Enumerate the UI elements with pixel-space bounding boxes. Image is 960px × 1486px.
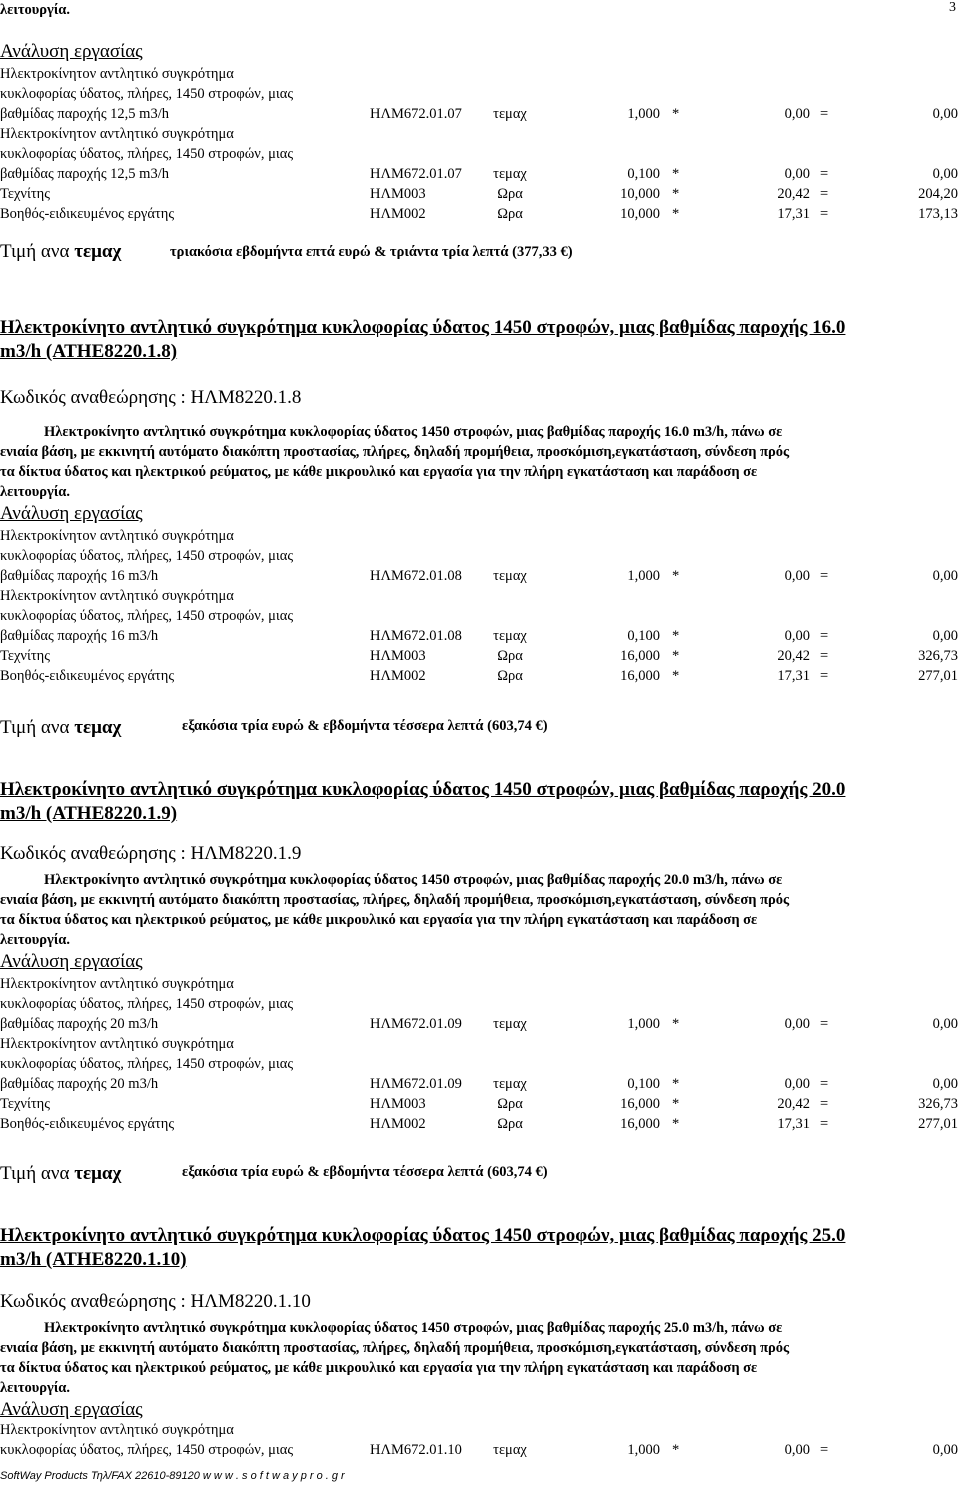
row-price: 0,00 [784,166,810,182]
row-unit: τεμαχ [493,628,527,644]
row-eq: = [820,106,829,122]
row-desc-line: Τεχνίτης [0,648,50,664]
row-eq: = [820,1442,829,1458]
row-op: * [672,1076,680,1092]
row-unit: τεμαχ [493,568,527,584]
row-desc-line: Ηλεκτροκίνητον αντλητικό συγκρότημα [0,976,234,992]
row-qty: 16,000 [620,1116,660,1132]
row-desc-line: βαθμίδας παροχής 12,5 m3/h [0,166,169,182]
row-price: 0,00 [784,1076,810,1092]
row-eq: = [820,648,829,664]
row-code: ΗΛΜ002 [370,668,426,684]
row-price: 0,00 [784,1016,810,1032]
row-unit: Ωρα [497,206,523,222]
analysis-heading: Ανάλυση εργασίας [0,951,143,972]
row-price: 17,31 [777,1116,810,1132]
row-price: 0,00 [784,568,810,584]
row-qty: 16,000 [620,668,660,684]
row-price: 0,00 [784,1442,810,1458]
row-total: 0,00 [932,628,958,644]
row-qty: 0,100 [627,166,660,182]
row-op: * [672,186,680,202]
row-total: 204,20 [918,186,958,202]
top-fragment: λειτουργία. [0,2,71,18]
section-title: m3/h (ΑΤΗΕ8220.1.10) [0,1249,187,1270]
row-desc-line: Τεχνίτης [0,186,50,202]
row-eq: = [820,1076,829,1092]
row-price: 17,31 [777,206,810,222]
row-code: ΗΛΜ003 [370,648,426,664]
description-line: λειτουργία. [0,932,71,948]
row-op: * [672,568,680,584]
row-qty: 1,000 [627,1442,660,1458]
row-desc-line: Βοηθός-ειδικευμένος εργάτης [0,206,175,222]
row-total: 326,73 [918,648,958,664]
row-total: 0,00 [932,166,958,182]
row-desc-line: Ηλεκτροκίνητον αντλητικό συγκρότημα [0,528,234,544]
row-qty: 1,000 [627,106,660,122]
row-desc-line: Ηλεκτροκίνητον αντλητικό συγκρότημα [0,1036,234,1052]
row-qty: 16,000 [620,648,660,664]
row-unit: Ωρα [497,186,523,202]
row-qty: 10,000 [620,186,660,202]
row-code: ΗΛΜ672.01.09 [370,1076,462,1092]
row-op: * [672,1442,680,1458]
row-price: 0,00 [784,628,810,644]
row-code: ΗΛΜ672.01.10 [370,1442,462,1458]
row-desc-line: κυκλοφορίας ύδατος, πλήρες, 1450 στροφών, μιας [0,996,294,1012]
revision-code: Κωδικός αναθεώρησης : ΗΛΜ8220.1.8 [0,387,302,408]
row-qty: 1,000 [627,568,660,584]
row-desc-line: Ηλεκτροκίνητον αντλητικό συγκρότημα [0,1422,234,1438]
row-total: 173,13 [918,206,958,222]
row-code: ΗΛΜ672.01.08 [370,628,462,644]
unit-price-label: Τιμή ανα τεμαχ [0,241,122,262]
description-line: τα δίκτυα ύδατος και ηλεκτρικού ρεύματος, με κάθε μικρουλικό και εργασία για την πλήρη εγκατάσταση και παράδοση σε [0,464,758,480]
description-line: τα δίκτυα ύδατος και ηλεκτρικού ρεύματος, με κάθε μικρουλικό και εργασία για την πλήρη εγκατάσταση και παράδοση σε [0,1360,758,1376]
description-line: ενιαία βάση, με εκκινητή αυτόματο διακόπτη προστασίας, πλήρες, δηλαδή προμήθεια, προσκόμιση,εγκατάσταση, σύνδεση πρός [0,892,790,908]
row-qty: 0,100 [627,628,660,644]
row-unit: Ωρα [497,1096,523,1112]
row-desc-line: κυκλοφορίας ύδατος, πλήρες, 1450 στροφών, μιας [0,146,294,162]
row-eq: = [820,668,829,684]
row-total: 0,00 [932,106,958,122]
analysis-heading: Ανάλυση εργασίας [0,503,143,524]
row-op: * [672,1016,680,1032]
row-desc-line: Τεχνίτης [0,1096,50,1112]
row-eq: = [820,206,829,222]
unit-price-label: Τιμή ανα τεμαχ [0,717,122,738]
row-op: * [672,106,680,122]
row-desc-line: Ηλεκτροκίνητον αντλητικό συγκρότημα [0,126,234,142]
row-total: 277,01 [918,1116,958,1132]
analysis-heading: Ανάλυση εργασίας [0,41,143,62]
row-code: ΗΛΜ003 [370,1096,426,1112]
row-price: 20,42 [777,186,810,202]
row-code: ΗΛΜ003 [370,186,426,202]
row-unit: Ωρα [497,1116,523,1132]
row-desc-line: βαθμίδας παροχής 20 m3/h [0,1016,159,1032]
row-desc-line: βαθμίδας παροχής 16 m3/h [0,628,159,644]
row-eq: = [820,1096,829,1112]
row-total: 0,00 [932,1076,958,1092]
row-desc-line: κυκλοφορίας ύδατος, πλήρες, 1450 στροφών, μιας [0,1056,294,1072]
row-desc-line: βαθμίδας παροχής 16 m3/h [0,568,159,584]
revision-code: Κωδικός αναθεώρησης : ΗΛΜ8220.1.10 [0,1291,311,1312]
row-code: ΗΛΜ002 [370,206,426,222]
row-code: ΗΛΜ672.01.08 [370,568,462,584]
description-line: λειτουργία. [0,484,71,500]
row-unit: τεμαχ [493,1076,527,1092]
description-line: Ηλεκτροκίνητο αντλητικό συγκρότημα κυκλοφορίας ύδατος 1450 στροφών, μιας βαθμίδας παροχής 16.0 m3/h, πάνω σε [44,424,783,440]
row-eq: = [820,568,829,584]
description-line: λειτουργία. [0,1380,71,1396]
section-title: Ηλεκτροκίνητο αντλητικό συγκρότημα κυκλοφορίας ύδατος 1450 στροφών, μιας βαθμίδας παροχής 25.0 [0,1225,846,1246]
description-line: τα δίκτυα ύδατος και ηλεκτρικού ρεύματος, με κάθε μικρουλικό και εργασία για την πλήρη εγκατάσταση και παράδοση σε [0,912,758,928]
row-unit: Ωρα [497,648,523,664]
unit-price-label: Τιμή ανα τεμαχ [0,1163,122,1184]
row-price: 20,42 [777,648,810,664]
unit-price-words: εξακόσια τρία ευρώ & εβδομήντα τέσσερα λεπτά (603,74 €) [182,718,548,734]
row-desc-line: Βοηθός-ειδικευμένος εργάτης [0,668,175,684]
row-code: ΗΛΜ672.01.09 [370,1016,462,1032]
row-unit: τεμαχ [493,166,527,182]
row-desc-line: Ηλεκτροκίνητον αντλητικό συγκρότημα [0,588,234,604]
row-code: ΗΛΜ672.01.07 [370,166,462,182]
row-qty: 16,000 [620,1096,660,1112]
row-eq: = [820,166,829,182]
row-desc-line: κυκλοφορίας ύδατος, πλήρες, 1450 στροφών, μιας [0,548,294,564]
row-qty: 1,000 [627,1016,660,1032]
row-code: ΗΛΜ002 [370,1116,426,1132]
row-unit: τεμαχ [493,106,527,122]
row-price: 17,31 [777,668,810,684]
description-line: Ηλεκτροκίνητο αντλητικό συγκρότημα κυκλοφορίας ύδατος 1450 στροφών, μιας βαθμίδας παροχής 25.0 m3/h, πάνω σε [44,1320,783,1336]
row-total: 0,00 [932,568,958,584]
row-total: 0,00 [932,1016,958,1032]
description-line: ενιαία βάση, με εκκινητή αυτόματο διακόπτη προστασίας, πλήρες, δηλαδή προμήθεια, προσκόμιση,εγκατάσταση, σύνδεση πρός [0,1340,790,1356]
row-total: 0,00 [932,1442,958,1458]
row-op: * [672,668,680,684]
row-price: 0,00 [784,106,810,122]
revision-code: Κωδικός αναθεώρησης : ΗΛΜ8220.1.9 [0,843,302,864]
row-qty: 0,100 [627,1076,660,1092]
row-price: 20,42 [777,1096,810,1112]
row-desc-line: βαθμίδας παροχής 12,5 m3/h [0,106,169,122]
row-eq: = [820,1116,829,1132]
section-title: m3/h (ΑΤΗΕ8220.1.9) [0,803,178,824]
page-number: 3 [949,0,956,15]
section-title: Ηλεκτροκίνητο αντλητικό συγκρότημα κυκλοφορίας ύδατος 1450 στροφών, μιας βαθμίδας παροχής 20.0 [0,779,846,800]
row-total: 326,73 [918,1096,958,1112]
row-op: * [672,648,680,664]
row-op: * [672,1116,680,1132]
unit-price-words: εξακόσια τρία ευρώ & εβδομήντα τέσσερα λεπτά (603,74 €) [182,1164,548,1180]
row-desc-line: Βοηθός-ειδικευμένος εργάτης [0,1116,175,1132]
row-op: * [672,166,680,182]
row-unit: τεμαχ [493,1442,527,1458]
description-line: ενιαία βάση, με εκκινητή αυτόματο διακόπτη προστασίας, πλήρες, δηλαδή προμήθεια, προσκόμιση,εγκατάσταση, σύνδεση πρός [0,444,790,460]
row-code: ΗΛΜ672.01.07 [370,106,462,122]
row-op: * [672,206,680,222]
row-eq: = [820,628,829,644]
description-line: Ηλεκτροκίνητο αντλητικό συγκρότημα κυκλοφορίας ύδατος 1450 στροφών, μιας βαθμίδας παροχής 20.0 m3/h, πάνω σε [44,872,783,888]
unit-price-words: τριακόσια εβδομήντα επτά ευρώ & τριάντα τρία λεπτά (377,33 €) [170,244,573,260]
row-eq: = [820,1016,829,1032]
row-desc-line: βαθμίδας παροχής 20 m3/h [0,1076,159,1092]
row-total: 277,01 [918,668,958,684]
row-desc-line: κυκλοφορίας ύδατος, πλήρες, 1450 στροφών, μιας [0,608,294,624]
analysis-heading: Ανάλυση εργασίας [0,1399,143,1420]
row-desc-line: κυκλοφορίας ύδατος, πλήρες, 1450 στροφών, μιας [0,1442,294,1458]
row-op: * [672,628,680,644]
section-title: Ηλεκτροκίνητο αντλητικό συγκρότημα κυκλοφορίας ύδατος 1450 στροφών, μιας βαθμίδας παροχής 16.0 [0,317,846,338]
row-qty: 10,000 [620,206,660,222]
row-unit: Ωρα [497,668,523,684]
row-eq: = [820,186,829,202]
section-title: m3/h (ΑΤΗΕ8220.1.8) [0,341,178,362]
footer-text: SoftWay Products Τηλ/FAX 22610-89120 w w w . s o f t w a y p r o . g r [0,1470,345,1482]
row-unit: τεμαχ [493,1016,527,1032]
row-desc-line: κυκλοφορίας ύδατος, πλήρες, 1450 στροφών, μιας [0,86,294,102]
row-desc-line: Ηλεκτροκίνητον αντλητικό συγκρότημα [0,66,234,82]
row-op: * [672,1096,680,1112]
